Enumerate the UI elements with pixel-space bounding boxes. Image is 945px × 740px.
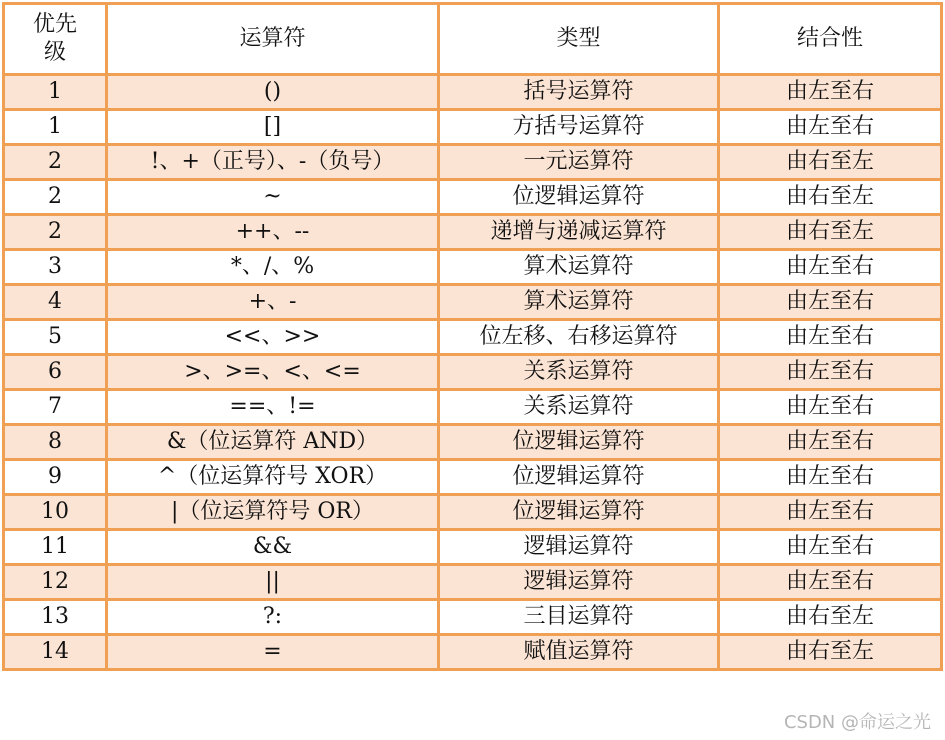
table-row bbox=[4, 110, 942, 145]
associativity-cell: 由右至左 bbox=[719, 145, 942, 180]
header-priority bbox=[4, 4, 107, 75]
priority-cell: 6 bbox=[4, 355, 107, 390]
type-cell: 位左移、右移运算符 bbox=[439, 320, 719, 355]
priority-cell: 3 bbox=[4, 250, 107, 285]
associativity-cell: 由左至右 bbox=[719, 565, 942, 600]
table-row bbox=[4, 285, 942, 320]
header-associativity: 结合性 bbox=[719, 4, 942, 75]
operator-cell: ?: bbox=[107, 600, 439, 635]
type-cell: 括号运算符 bbox=[439, 75, 719, 110]
priority-cell: 1 bbox=[4, 110, 107, 145]
associativity-cell: 由左至右 bbox=[719, 75, 942, 110]
operator-precedence-table bbox=[2, 2, 943, 671]
operator-cell: [] bbox=[107, 110, 439, 145]
operator-cell: || bbox=[107, 565, 439, 600]
associativity-cell: 由左至右 bbox=[719, 495, 942, 530]
header-type: 类型 bbox=[439, 4, 719, 75]
operator-cell: ^（位运算符号 XOR） bbox=[107, 460, 439, 495]
priority-cell: 4 bbox=[4, 285, 107, 320]
priority-cell: 1 bbox=[4, 75, 107, 110]
priority-cell: 11 bbox=[4, 530, 107, 565]
type-cell: 位逻辑运算符 bbox=[439, 495, 719, 530]
priority-cell: 12 bbox=[4, 565, 107, 600]
associativity-cell: 由右至左 bbox=[719, 215, 942, 250]
type-cell: 位逻辑运算符 bbox=[439, 425, 719, 460]
operator-cell: >、>=、<、<= bbox=[107, 355, 439, 390]
table-row bbox=[4, 635, 942, 670]
operator-cell: !、+（正号）、-（负号） bbox=[107, 145, 439, 180]
table-row bbox=[4, 530, 942, 565]
associativity-cell: 由右至左 bbox=[719, 180, 942, 215]
header-priority-label: 优先 级 bbox=[32, 12, 77, 65]
operator-cell: ++、-- bbox=[107, 215, 439, 250]
type-cell: 位逻辑运算符 bbox=[439, 460, 719, 495]
header-row bbox=[4, 4, 942, 75]
watermark: CSDN @命运之光 bbox=[783, 712, 931, 733]
priority-cell: 9 bbox=[4, 460, 107, 495]
type-cell: 逻辑运算符 bbox=[439, 565, 719, 600]
priority-cell: 2 bbox=[4, 145, 107, 180]
priority-cell: 13 bbox=[4, 600, 107, 635]
operator-cell: <<、>> bbox=[107, 320, 439, 355]
type-cell: 算术运算符 bbox=[439, 285, 719, 320]
associativity-cell: 由左至右 bbox=[719, 460, 942, 495]
associativity-cell: 由右至左 bbox=[719, 600, 942, 635]
table-row bbox=[4, 215, 942, 250]
table-row bbox=[4, 75, 942, 110]
type-cell: 位逻辑运算符 bbox=[439, 180, 719, 215]
operator-cell: = bbox=[107, 635, 439, 670]
associativity-cell: 由左至右 bbox=[719, 355, 942, 390]
operator-cell: *、/、% bbox=[107, 250, 439, 285]
associativity-cell: 由左至右 bbox=[719, 320, 942, 355]
operator-cell: () bbox=[107, 75, 439, 110]
type-cell: 方括号运算符 bbox=[439, 110, 719, 145]
associativity-cell: 由左至右 bbox=[719, 110, 942, 145]
table-body bbox=[4, 75, 942, 670]
operator-cell: |（位运算符号 OR） bbox=[107, 495, 439, 530]
type-cell: 一元运算符 bbox=[439, 145, 719, 180]
associativity-cell: 由左至右 bbox=[719, 390, 942, 425]
table-row bbox=[4, 250, 942, 285]
type-cell: 逻辑运算符 bbox=[439, 530, 719, 565]
type-cell: 递增与递减运算符 bbox=[439, 215, 719, 250]
table-header bbox=[4, 4, 942, 75]
operator-cell: ~ bbox=[107, 180, 439, 215]
priority-cell: 2 bbox=[4, 180, 107, 215]
operator-cell: && bbox=[107, 530, 439, 565]
operator-cell: ==、!= bbox=[107, 390, 439, 425]
associativity-cell: 由左至右 bbox=[719, 250, 942, 285]
associativity-cell: 由左至右 bbox=[719, 285, 942, 320]
priority-cell: 14 bbox=[4, 635, 107, 670]
priority-cell: 7 bbox=[4, 390, 107, 425]
table-row bbox=[4, 145, 942, 180]
associativity-cell: 由左至右 bbox=[719, 425, 942, 460]
type-cell: 赋值运算符 bbox=[439, 635, 719, 670]
table-row bbox=[4, 565, 942, 600]
type-cell: 关系运算符 bbox=[439, 355, 719, 390]
priority-cell: 2 bbox=[4, 215, 107, 250]
priority-cell: 8 bbox=[4, 425, 107, 460]
associativity-cell: 由右至左 bbox=[719, 635, 942, 670]
operator-cell: +、- bbox=[107, 285, 439, 320]
table-row bbox=[4, 180, 942, 215]
table-row bbox=[4, 320, 942, 355]
table-row bbox=[4, 355, 942, 390]
associativity-cell: 由左至右 bbox=[719, 530, 942, 565]
table-row bbox=[4, 425, 942, 460]
priority-cell: 10 bbox=[4, 495, 107, 530]
header-operator: 运算符 bbox=[107, 4, 439, 75]
priority-cell: 5 bbox=[4, 320, 107, 355]
table-row bbox=[4, 460, 942, 495]
table-row bbox=[4, 495, 942, 530]
operator-cell: &（位运算符 AND） bbox=[107, 425, 439, 460]
table-row bbox=[4, 390, 942, 425]
type-cell: 关系运算符 bbox=[439, 390, 719, 425]
type-cell: 三目运算符 bbox=[439, 600, 719, 635]
type-cell: 算术运算符 bbox=[439, 250, 719, 285]
table-row bbox=[4, 600, 942, 635]
